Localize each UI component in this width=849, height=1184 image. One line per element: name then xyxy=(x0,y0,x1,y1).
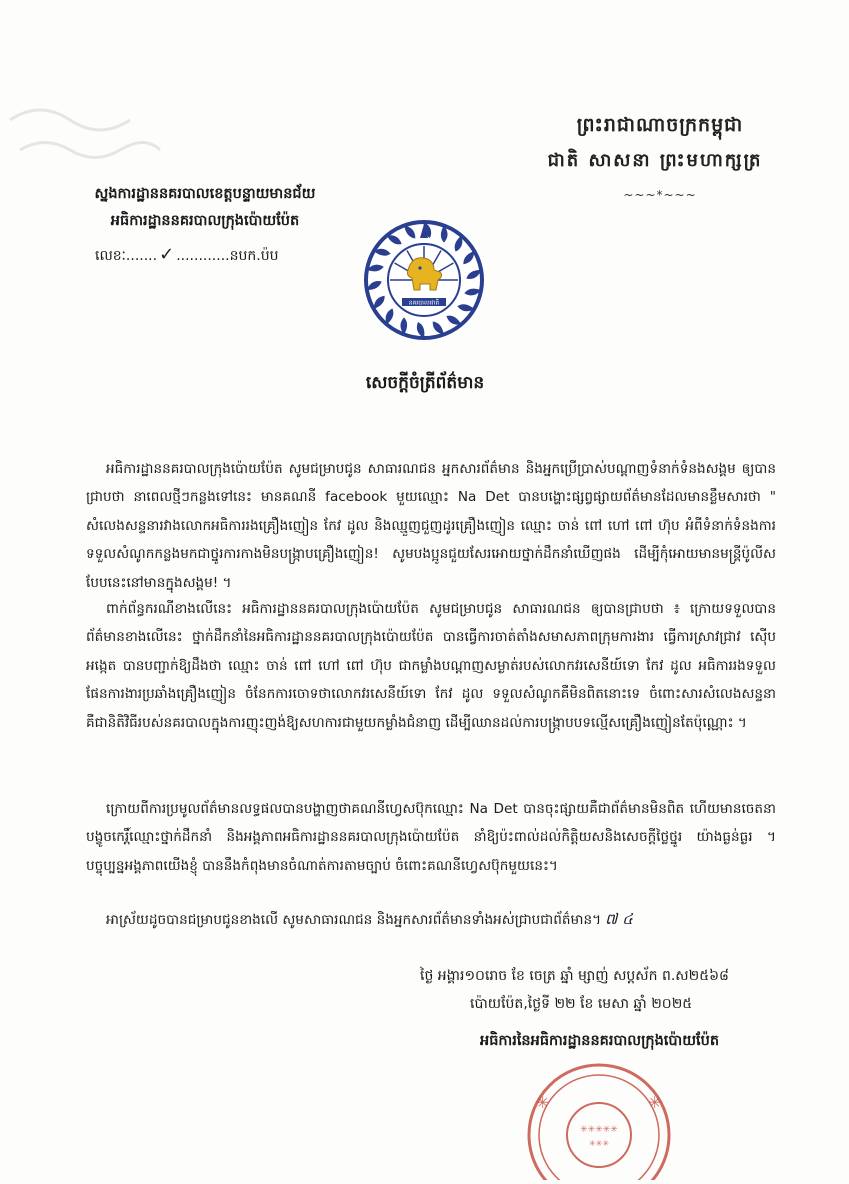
svg-text:✳: ✳ xyxy=(536,1093,550,1112)
document-title: សេចក្តីចំត្រីព័ត៌មាន xyxy=(365,373,485,393)
paragraph-3: ក្រោយពីការប្រមូលព័ត៌មានលទ្ធផលបានបង្ហាញថាគណនីហ្វេសប៊ុកឈ្មោះ Na Det បានចុះផ្សាយគឺជាព័ត៌មានមិនពិត ហើយមានចេតនាបង្ខូចកេរ្តិ៍ឈ្មោះថ្នាក់ដឹកនាំ និងអង្គភាពអធិការដ្ឋាននគរបាលក្រុងប៉ោយប៉ែត នាំឱ្យប៉ះពាល់ដល់កិត្តិយសនិងសេចក្តីថ្លៃថ្នូរ យ៉ាងធ្ងន់ធ្ងរ ។ បច្ចុប្បន្នអង្គភាពយើងខ្ញុំ បាននឹងកំពុងមានចំណាត់ការតាមច្បាប់ ចំពោះគណនីហ្វេសប៊ុកមួយនេះ។ xyxy=(86,801,776,874)
paragraph-4-text: អាស្រ័យដូចបានជម្រាបជូនខាងលើ សូមសាធារណជន និងអ្នកសារព័ត៌មានទាំងអស់ជ្រាបជាព័ត៌មាន។ xyxy=(106,912,602,928)
solar-date: ប៉ោយប៉ែត,ថ្ងៃទី ២២ ខែ មេសា ឆ្នាំ ២០២៥ xyxy=(470,996,693,1012)
svg-text:✳✳✳: ✳✳✳ xyxy=(588,1139,610,1148)
ref-prefix: លេខៈ....... xyxy=(95,248,158,264)
police-emblem-logo xyxy=(362,218,486,342)
emblem-caption: នគរបាលជាតិ xyxy=(408,299,440,307)
lunar-date: ថ្ងៃ អង្គារ១០រោច ខែ ចេត្រ ឆ្នាំ ម្សាញ់ សប្តស័ក ព.ស២៥៦៨ xyxy=(420,968,729,984)
official-red-stamp xyxy=(512,1030,687,1180)
ornament-divider: ~~~*~~~ xyxy=(623,188,697,202)
national-motto: ជាតិ សាសនា ព្រះមហាក្សត្រ xyxy=(547,150,763,171)
reference-number xyxy=(95,244,278,267)
paragraph-2: ពាក់ព័ន្ធករណីខាងលើនេះ អធិការដ្ឋាននគរបាលក្រុងប៉ោយប៉ែត សូមជម្រាបជូន សាធារណជន ឲ្យបានជ្រាបថា ៖ ក្រោយទទួលបានព័ត៌មានខាងលើនេះ ថ្នាក់ដឹកនាំនៃអធិការដ្ឋាននគរបាលក្រុងប៉ោយប៉ែត បានធ្វើការចាត់តាំងសមាសភាពក្រុមការងារ ធ្វើការស្រាវជ្រាវ ស៊ើបអង្កេត បានបញ្ជាក់ឱ្យដឹងថា ឈ្មោះ ចាន់ ពៅ ហៅ ពៅ ហ៊ុប ជាកម្លាំងបណ្តាញសម្ងាត់របស់លោកវរសេនីយ៍ទោ កែវ ដូល អធិការរងទទួលផែនការងារប្រឆាំងគ្រឿងញៀន ចំនែកការចោទថាលោកវរសេនីយ៍ទោ កែវ ដូល ទទួលសំណូកគឺមិនពិតនោះទេ ចំពោះសារសំលេងសន្ទនាគឺជានិតិវិធីរបស់នគរបាលក្នុងការញុះញង់ឱ្យសហការជាមួយកម្លាំងជំនាញ ដើម្បីឈានដល់ការបង្ក្រាបបទល្មើសគ្រឿងញៀនតែប៉ុណ្ណោះ ។ xyxy=(86,601,776,731)
paragraph-4 xyxy=(86,905,776,934)
signer-title: អធិការនៃអធិការដ្ឋាននគរបាលក្រុងប៉ោយប៉ែត xyxy=(480,1033,720,1049)
handwritten-note: ៧ ៤ xyxy=(605,910,633,928)
ref-handwritten-mark: ✓ xyxy=(159,244,175,265)
svg-text:✳: ✳ xyxy=(648,1093,662,1112)
ref-suffix: ............នបក.ប៉ប xyxy=(176,248,279,264)
city-inspectorate: អធិការដ្ឋាននគរបាលក្រុងប៉ោយប៉ែត xyxy=(110,213,300,229)
svg-text:✳✳✳✳✳: ✳✳✳✳✳ xyxy=(580,1125,618,1135)
faint-bleed-marks xyxy=(0,80,200,190)
provincial-commissariat: ស្នងការដ្ឋាននគរបាលខេត្តបន្ទាយមានជ័យ xyxy=(94,186,316,202)
paragraph-1: អធិការដ្ឋាននគរបាលក្រុងប៉ោយប៉ែត សូមជម្រាបជូន សាធារណជន អ្នកសារព័ត៌មាន និងអ្នកប្រើប្រាស់បណ្តាញទំនាក់ទំនងសង្គម ឲ្យបានជ្រាបថា នាពេលថ្មីៗកន្លងទៅនេះ មានគណនី facebook មួយឈ្មោះ Na Det បានបង្ហោះផ្សព្វផ្សាយព័ត៌មានដែលមានខ្លឹមសារថា " សំលេងសន្ទនារវាងលោកអធិការរងគ្រឿងញៀន កែវ ដូល និងឈ្មួញជួញដូរគ្រឿងញៀន ឈ្មោះ ចាន់ ពៅ ហៅ ពៅ ហ៊ុប អំពីទំនាក់ទំនងការទទួលសំណូកកន្លងមកជាថ្នូរការកាងមិនបង្ក្រាបគ្រឿងញៀន! សូមបងប្អូនជួយសែរអោយថ្នាក់ដឹកនាំឃើញផង ដើម្បីកុំអោយមានមន្ត្រីប៉ូលីសបែបនេះនៅមានក្នុងសង្គម! ។ xyxy=(86,461,776,591)
kingdom-heading: ព្រះរាជាណាចក្រកម្ពុជា xyxy=(576,114,744,136)
